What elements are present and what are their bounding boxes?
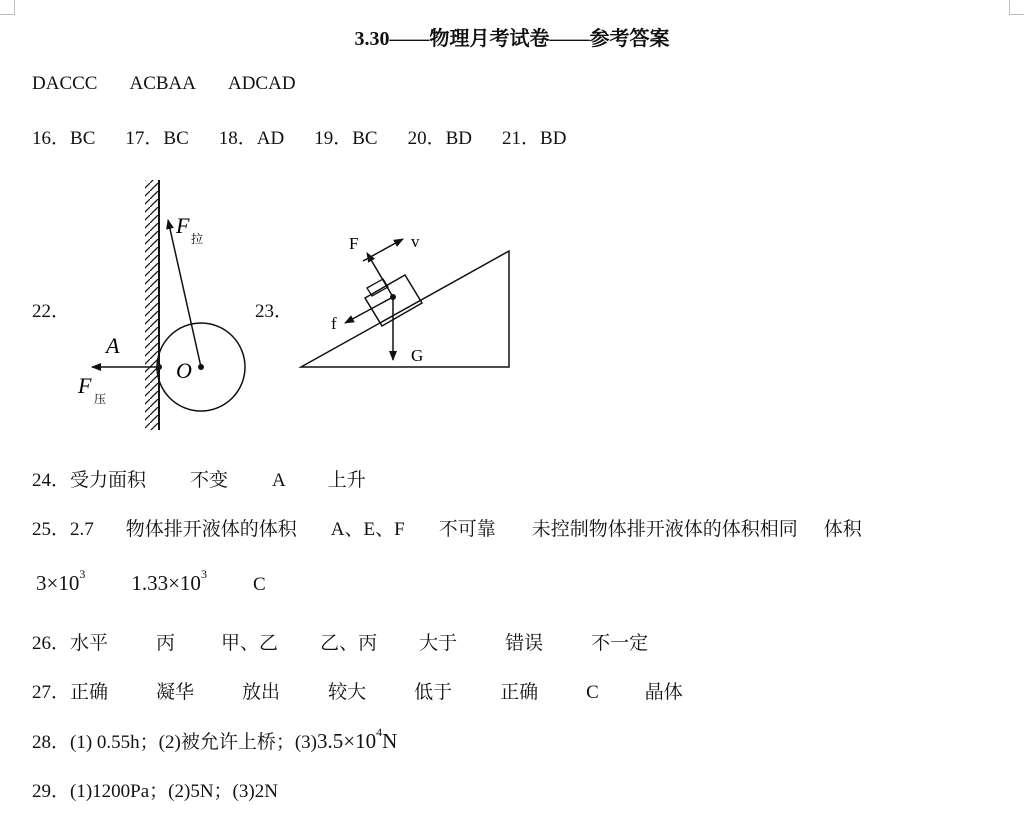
answers-29 [32, 776, 278, 803]
answer: 不变 [190, 470, 229, 491]
question-number: 24． [32, 470, 71, 491]
answer: 放出 [242, 682, 281, 703]
math-answer [131, 567, 207, 596]
answer: A [272, 470, 286, 491]
label-g: G [411, 346, 424, 365]
question-number: 27． [32, 682, 71, 703]
answer: 物体排开液体的体积 [125, 519, 297, 540]
choice-group: ADCAD [227, 73, 296, 94]
math-exponent: 3 [200, 567, 207, 581]
math-base: 3×10 [36, 571, 80, 595]
answer: 大于 [419, 633, 458, 654]
answers-28 [32, 727, 397, 754]
answer: 错误 [505, 633, 544, 654]
math-answer [316, 725, 398, 754]
page-corner-mark [1009, 0, 1024, 15]
answer: AD [256, 128, 285, 149]
label-o: O [176, 358, 192, 383]
answers-25-line2 [36, 567, 266, 596]
choice-group: DACCC [32, 73, 98, 94]
math-exponent: 3 [79, 567, 86, 581]
question-number: 16． [32, 128, 71, 149]
label-f-la: F [176, 213, 190, 238]
page-corner-mark [0, 0, 15, 15]
question-number: 28． [32, 732, 71, 753]
answer-text: (1)1200Pa；(2)5N；(3)2N [70, 781, 278, 802]
answers-25 [32, 514, 862, 541]
answer: 低于 [414, 682, 453, 703]
question-number: 20． [407, 128, 446, 149]
answer-text: (1) 0.55h；(2)被允许上桥；(3) [70, 732, 317, 753]
label-v: v [411, 232, 420, 251]
label-f-ya-sub: 压 [94, 392, 107, 406]
answer: 乙、丙 [320, 633, 378, 654]
answer: C [252, 574, 266, 595]
answer: 上升 [327, 470, 366, 491]
label-f: F [349, 234, 359, 253]
answer: 受力面积 [70, 470, 147, 491]
incline-diagram-23 [295, 225, 520, 375]
answer: 晶体 [644, 682, 683, 703]
question-number: 19． [314, 128, 353, 149]
question-number: 26． [32, 633, 71, 654]
math-answer [36, 567, 86, 596]
answers-24 [32, 465, 366, 492]
question-number-22: 22． [32, 301, 71, 322]
math-exponent: 4 [376, 725, 383, 739]
incline [301, 251, 509, 367]
answer: BC [70, 128, 96, 149]
choice-group: ACBAA [129, 73, 196, 94]
answer: BC [352, 128, 378, 149]
answer: 较大 [328, 682, 367, 703]
force-f-arrow [367, 253, 393, 297]
answer: 水平 [70, 633, 109, 654]
answers-26 [32, 628, 648, 655]
math-unit: N [382, 729, 398, 753]
answer: 不可靠 [438, 519, 496, 540]
velocity-arrow [363, 239, 403, 261]
answer: 2.7 [70, 519, 94, 540]
answer: 丙 [156, 633, 176, 654]
label-f-la-sub: 拉 [191, 232, 204, 246]
answer: 未控制物体排开液体的体积相同 [531, 519, 798, 540]
answer: 体积 [823, 519, 862, 540]
answer: BC [163, 128, 189, 149]
page-title: 3.30——物理月考试卷——参考答案 [354, 28, 670, 50]
question-number: 25． [32, 519, 71, 540]
answer: C [586, 682, 599, 703]
answer: 正确 [500, 682, 539, 703]
math-base: 1.33×10 [131, 571, 201, 595]
answers-16-21 [32, 123, 566, 150]
label-f-ya: F [78, 373, 92, 398]
force-diagram-22 [70, 175, 260, 435]
answers-27 [32, 677, 683, 704]
question-number: 17． [125, 128, 164, 149]
block-inner [367, 279, 388, 296]
wall-hatching [145, 180, 159, 430]
answer: A、E、F [330, 519, 405, 540]
label-a: A [106, 333, 120, 358]
label-friction: f [331, 314, 337, 333]
question-number: 29． [32, 781, 71, 802]
math-base: 3.5×10 [316, 729, 377, 753]
answer: BD [540, 128, 567, 149]
question-number-23: 23． [255, 301, 294, 322]
answer: 正确 [70, 682, 109, 703]
question-number: 18． [218, 128, 257, 149]
answer: 甲、乙 [221, 633, 279, 654]
answer: 凝华 [156, 682, 195, 703]
answer: 不一定 [591, 633, 649, 654]
answer: BD [445, 128, 473, 149]
question-number: 21． [502, 128, 541, 149]
choice-answers [32, 73, 296, 95]
